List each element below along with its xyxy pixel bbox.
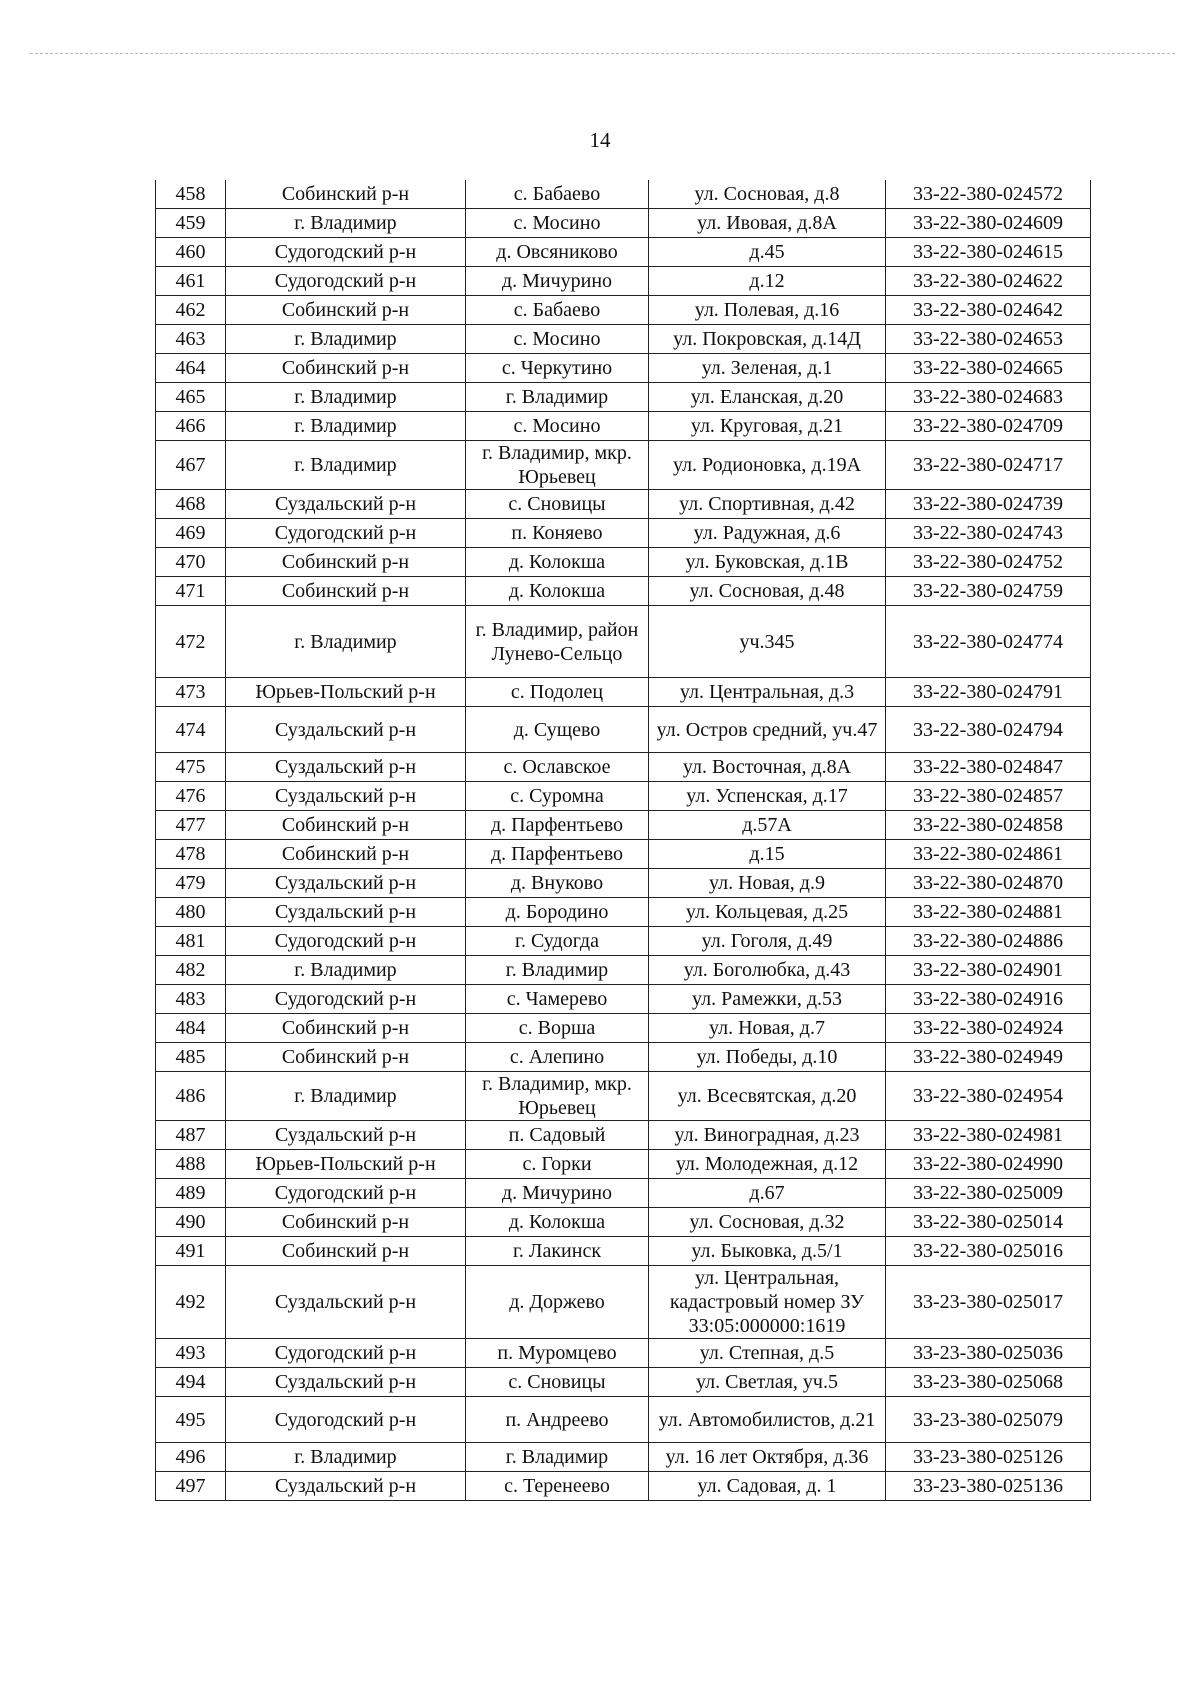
code-cell: 33-22-380-024743 (886, 519, 1091, 548)
table-row (156, 1072, 1091, 1121)
district-cell: Собинский р-н (226, 180, 466, 209)
settlement-cell: с. Сновицы (466, 1368, 649, 1397)
row-number-cell: 466 (156, 412, 226, 441)
row-number-cell: 491 (156, 1237, 226, 1266)
row-number-cell: 490 (156, 1208, 226, 1237)
table-row (156, 1368, 1091, 1397)
row-number-cell: 460 (156, 238, 226, 267)
table-row (156, 1237, 1091, 1266)
district-cell: Собинский р-н (226, 840, 466, 869)
row-number-cell: 488 (156, 1150, 226, 1179)
code-cell: 33-22-380-024990 (886, 1150, 1091, 1179)
row-number-cell: 493 (156, 1339, 226, 1368)
code-cell: 33-22-380-024759 (886, 577, 1091, 606)
code-cell: 33-22-380-024774 (886, 606, 1091, 678)
address-cell: ул. Новая, д.7 (649, 1014, 886, 1043)
code-cell: 33-22-380-024791 (886, 678, 1091, 707)
row-number-cell: 492 (156, 1266, 226, 1339)
address-cell: ул. Автомобилистов, д.21 (649, 1397, 886, 1443)
table-row (156, 1014, 1091, 1043)
table-row (156, 1266, 1091, 1339)
code-cell: 33-22-380-025016 (886, 1237, 1091, 1266)
address-cell: ул. Боголюбка, д.43 (649, 956, 886, 985)
settlement-cell: с. Ворша (466, 1014, 649, 1043)
row-number-cell: 478 (156, 840, 226, 869)
code-cell: 33-22-380-024683 (886, 383, 1091, 412)
code-cell: 33-22-380-024709 (886, 412, 1091, 441)
address-cell: ул. Восточная, д.8А (649, 753, 886, 782)
row-number-cell: 474 (156, 707, 226, 753)
address-cell: ул. Светлая, уч.5 (649, 1368, 886, 1397)
row-number-cell: 480 (156, 898, 226, 927)
district-cell: Судогодский р-н (226, 927, 466, 956)
district-cell: г. Владимир (226, 441, 466, 490)
settlement-cell: д. Доржево (466, 1266, 649, 1339)
table-row (156, 782, 1091, 811)
code-cell: 33-22-380-024572 (886, 180, 1091, 209)
address-cell: ул. Степная, д.5 (649, 1339, 886, 1368)
table-row (156, 753, 1091, 782)
address-cell: ул. Победы, д.10 (649, 1043, 886, 1072)
table-row (156, 354, 1091, 383)
settlement-cell: г. Судогда (466, 927, 649, 956)
table-row (156, 412, 1091, 441)
address-cell: ул. Новая, д.9 (649, 869, 886, 898)
address-cell: ул. Зеленая, д.1 (649, 354, 886, 383)
settlement-cell: г. Лакинск (466, 1237, 649, 1266)
row-number-cell: 459 (156, 209, 226, 238)
settlement-cell: д. Мичурино (466, 1179, 649, 1208)
district-cell: Собинский р-н (226, 354, 466, 383)
row-number-cell: 461 (156, 267, 226, 296)
settlement-cell: с. Черкутино (466, 354, 649, 383)
address-cell: ул. Буковская, д.1В (649, 548, 886, 577)
settlement-cell: с. Чамерево (466, 985, 649, 1014)
settlement-cell: д. Сущево (466, 707, 649, 753)
table-row (156, 869, 1091, 898)
district-cell: Судогодский р-н (226, 1339, 466, 1368)
settlement-cell: г. Владимир, район Лунево-Сельцо (466, 606, 649, 678)
address-cell: ул. Круговая, д.21 (649, 412, 886, 441)
address-cell: ул. Полевая, д.16 (649, 296, 886, 325)
settlement-cell: с. Горки (466, 1150, 649, 1179)
district-cell: г. Владимир (226, 209, 466, 238)
district-cell: Судогодский р-н (226, 267, 466, 296)
code-cell: 33-22-380-024981 (886, 1121, 1091, 1150)
district-cell: Суздальский р-н (226, 753, 466, 782)
settlement-cell: п. Андреево (466, 1397, 649, 1443)
code-cell: 33-22-380-024916 (886, 985, 1091, 1014)
settlement-cell: с. Ославское (466, 753, 649, 782)
row-number-cell: 494 (156, 1368, 226, 1397)
table-row (156, 548, 1091, 577)
address-cell: ул. Успенская, д.17 (649, 782, 886, 811)
table-row (156, 707, 1091, 753)
district-cell: Суздальский р-н (226, 782, 466, 811)
page-number: 14 (589, 128, 611, 152)
code-cell: 33-22-380-024622 (886, 267, 1091, 296)
code-cell: 33-22-380-024665 (886, 354, 1091, 383)
district-cell: Суздальский р-н (226, 490, 466, 519)
code-cell: 33-23-380-025126 (886, 1443, 1091, 1472)
code-cell: 33-22-380-024653 (886, 325, 1091, 354)
district-cell: Собинский р-н (226, 1014, 466, 1043)
settlement-cell: с. Подолец (466, 678, 649, 707)
address-cell: ул. Сосновая, д.32 (649, 1208, 886, 1237)
table-row (156, 1443, 1091, 1472)
district-cell: г. Владимир (226, 956, 466, 985)
table-body (156, 180, 1091, 1501)
row-number-cell: 479 (156, 869, 226, 898)
address-cell: ул. Остров средний, уч.47 (649, 707, 886, 753)
district-cell: Суздальский р-н (226, 898, 466, 927)
row-number-cell: 483 (156, 985, 226, 1014)
table-row (156, 811, 1091, 840)
address-cell: ул. Садовая, д. 1 (649, 1472, 886, 1501)
address-cell: ул. Радужная, д.6 (649, 519, 886, 548)
district-cell: Собинский р-н (226, 296, 466, 325)
address-cell: ул. Молодежная, д.12 (649, 1150, 886, 1179)
row-number-cell: 469 (156, 519, 226, 548)
table-row (156, 490, 1091, 519)
address-cell: ул. 16 лет Октября, д.36 (649, 1443, 886, 1472)
row-number-cell: 482 (156, 956, 226, 985)
table-row (156, 1043, 1091, 1072)
code-cell: 33-22-380-024861 (886, 840, 1091, 869)
address-cell: ул. Сосновая, д.48 (649, 577, 886, 606)
district-cell: Судогодский р-н (226, 238, 466, 267)
district-cell: Собинский р-н (226, 577, 466, 606)
table-row (156, 577, 1091, 606)
address-cell: ул. Кольцевая, д.25 (649, 898, 886, 927)
code-cell: 33-22-380-025009 (886, 1179, 1091, 1208)
code-cell: 33-22-380-024642 (886, 296, 1091, 325)
address-cell: д.67 (649, 1179, 886, 1208)
settlement-cell: с. Алепино (466, 1043, 649, 1072)
settlement-cell: г. Владимир (466, 956, 649, 985)
table-row (156, 606, 1091, 678)
table-row (156, 1397, 1091, 1443)
district-cell: г. Владимир (226, 606, 466, 678)
address-cell: ул. Рамежки, д.53 (649, 985, 886, 1014)
row-number-cell: 496 (156, 1443, 226, 1472)
code-cell: 33-23-380-025036 (886, 1339, 1091, 1368)
district-cell: Судогодский р-н (226, 519, 466, 548)
code-cell: 33-22-380-024609 (886, 209, 1091, 238)
district-cell: Собинский р-н (226, 1043, 466, 1072)
row-number-cell: 462 (156, 296, 226, 325)
code-cell: 33-22-380-024881 (886, 898, 1091, 927)
district-cell: Собинский р-н (226, 811, 466, 840)
settlement-cell: д. Внуково (466, 869, 649, 898)
table-row (156, 180, 1091, 209)
address-cell: ул. Еланская, д.20 (649, 383, 886, 412)
settlement-cell: с. Мосино (466, 209, 649, 238)
settlement-cell: д. Парфентьево (466, 840, 649, 869)
code-cell: 33-22-380-024886 (886, 927, 1091, 956)
settlement-cell: с. Бабаево (466, 296, 649, 325)
table-row (156, 678, 1091, 707)
address-cell: д.12 (649, 267, 886, 296)
table-row (156, 1121, 1091, 1150)
settlement-cell: д. Колокша (466, 1208, 649, 1237)
code-cell: 33-22-380-025014 (886, 1208, 1091, 1237)
row-number-cell: 458 (156, 180, 226, 209)
table-row (156, 519, 1091, 548)
address-cell: ул. Гоголя, д.49 (649, 927, 886, 956)
district-cell: г. Владимир (226, 1443, 466, 1472)
code-cell: 33-22-380-024752 (886, 548, 1091, 577)
row-number-cell: 475 (156, 753, 226, 782)
district-cell: Собинский р-н (226, 1208, 466, 1237)
settlement-cell: г. Владимир, мкр. Юрьевец (466, 1072, 649, 1121)
district-cell: Судогодский р-н (226, 1397, 466, 1443)
settlement-cell: д. Парфентьево (466, 811, 649, 840)
settlement-cell: с. Мосино (466, 412, 649, 441)
address-cell: ул. Центральная, д.3 (649, 678, 886, 707)
address-cell: д.57А (649, 811, 886, 840)
district-cell: Суздальский р-н (226, 707, 466, 753)
row-number-cell: 486 (156, 1072, 226, 1121)
district-cell: Суздальский р-н (226, 1266, 466, 1339)
settlement-cell: г. Владимир (466, 1443, 649, 1472)
row-number-cell: 497 (156, 1472, 226, 1501)
table-row (156, 1150, 1091, 1179)
row-number-cell: 481 (156, 927, 226, 956)
district-cell: Суздальский р-н (226, 1121, 466, 1150)
row-number-cell: 476 (156, 782, 226, 811)
district-cell: Судогодский р-н (226, 985, 466, 1014)
code-cell: 33-23-380-025068 (886, 1368, 1091, 1397)
table-row (156, 956, 1091, 985)
address-cell: уч.345 (649, 606, 886, 678)
table-row (156, 1179, 1091, 1208)
settlement-cell: с. Сновицы (466, 490, 649, 519)
code-cell: 33-22-380-024954 (886, 1072, 1091, 1121)
table-row (156, 238, 1091, 267)
table-row (156, 1208, 1091, 1237)
settlement-cell: п. Муромцево (466, 1339, 649, 1368)
code-cell: 33-22-380-024615 (886, 238, 1091, 267)
settlement-cell: с. Мосино (466, 325, 649, 354)
row-number-cell: 473 (156, 678, 226, 707)
settlement-cell: д. Овсяниково (466, 238, 649, 267)
address-cell: ул. Всесвятская, д.20 (649, 1072, 886, 1121)
code-cell: 33-22-380-024858 (886, 811, 1091, 840)
row-number-cell: 465 (156, 383, 226, 412)
row-number-cell: 495 (156, 1397, 226, 1443)
table-row (156, 383, 1091, 412)
district-cell: г. Владимир (226, 412, 466, 441)
address-cell: д.45 (649, 238, 886, 267)
code-cell: 33-22-380-024794 (886, 707, 1091, 753)
address-cell: ул. Покровская, д.14Д (649, 325, 886, 354)
district-cell: Суздальский р-н (226, 1368, 466, 1397)
address-cell: ул. Виноградная, д.23 (649, 1121, 886, 1150)
code-cell: 33-22-380-024924 (886, 1014, 1091, 1043)
table-row (156, 325, 1091, 354)
code-cell: 33-22-380-024949 (886, 1043, 1091, 1072)
address-cell: ул. Сосновая, д.8 (649, 180, 886, 209)
settlement-cell: д. Бородино (466, 898, 649, 927)
settlement-cell: с. Бабаево (466, 180, 649, 209)
row-number-cell: 489 (156, 1179, 226, 1208)
address-cell: ул. Спортивная, д.42 (649, 490, 886, 519)
table-row (156, 296, 1091, 325)
scan-artifact-line (30, 53, 1175, 54)
table-row (156, 209, 1091, 238)
district-cell: Собинский р-н (226, 1237, 466, 1266)
row-number-cell: 471 (156, 577, 226, 606)
address-cell: д.15 (649, 840, 886, 869)
row-number-cell: 484 (156, 1014, 226, 1043)
settlement-cell: д. Колокша (466, 548, 649, 577)
address-cell: ул. Родионовка, д.19А (649, 441, 886, 490)
row-number-cell: 463 (156, 325, 226, 354)
settlement-cell: с. Суромна (466, 782, 649, 811)
settlement-cell: д. Мичурино (466, 267, 649, 296)
table-row (156, 840, 1091, 869)
address-cell: ул. Ивовая, д.8А (649, 209, 886, 238)
district-cell: Судогодский р-н (226, 1179, 466, 1208)
settlement-cell: г. Владимир, мкр. Юрьевец (466, 441, 649, 490)
district-cell: г. Владимир (226, 383, 466, 412)
row-number-cell: 468 (156, 490, 226, 519)
table-row (156, 898, 1091, 927)
district-cell: Юрьев-Польский р-н (226, 1150, 466, 1179)
district-cell: Суздальский р-н (226, 869, 466, 898)
code-cell: 33-22-380-024901 (886, 956, 1091, 985)
code-cell: 33-23-380-025079 (886, 1397, 1091, 1443)
address-cell: ул. Быковка, д.5/1 (649, 1237, 886, 1266)
district-cell: Юрьев-Польский р-н (226, 678, 466, 707)
table-row (156, 1339, 1091, 1368)
district-cell: Собинский р-н (226, 548, 466, 577)
code-cell: 33-23-380-025017 (886, 1266, 1091, 1339)
table-row (156, 267, 1091, 296)
settlement-cell: п. Садовый (466, 1121, 649, 1150)
code-cell: 33-22-380-024717 (886, 441, 1091, 490)
row-number-cell: 485 (156, 1043, 226, 1072)
code-cell: 33-22-380-024857 (886, 782, 1091, 811)
row-number-cell: 464 (156, 354, 226, 383)
row-number-cell: 467 (156, 441, 226, 490)
address-cell: ул. Центральная, кадастровый номер ЗУ 33:05:000000:1619 (649, 1266, 886, 1339)
code-cell: 33-22-380-024847 (886, 753, 1091, 782)
table-row (156, 985, 1091, 1014)
settlement-cell: д. Колокша (466, 577, 649, 606)
table-row (156, 441, 1091, 490)
row-number-cell: 472 (156, 606, 226, 678)
district-cell: Суздальский р-н (226, 1472, 466, 1501)
row-number-cell: 487 (156, 1121, 226, 1150)
code-cell: 33-22-380-024870 (886, 869, 1091, 898)
district-cell: г. Владимир (226, 1072, 466, 1121)
address-registry-table (155, 180, 1091, 1501)
code-cell: 33-23-380-025136 (886, 1472, 1091, 1501)
settlement-cell: с. Теренеево (466, 1472, 649, 1501)
settlement-cell: г. Владимир (466, 383, 649, 412)
settlement-cell: п. Коняево (466, 519, 649, 548)
district-cell: г. Владимир (226, 325, 466, 354)
table-row (156, 1472, 1091, 1501)
table-row (156, 927, 1091, 956)
row-number-cell: 477 (156, 811, 226, 840)
row-number-cell: 470 (156, 548, 226, 577)
code-cell: 33-22-380-024739 (886, 490, 1091, 519)
